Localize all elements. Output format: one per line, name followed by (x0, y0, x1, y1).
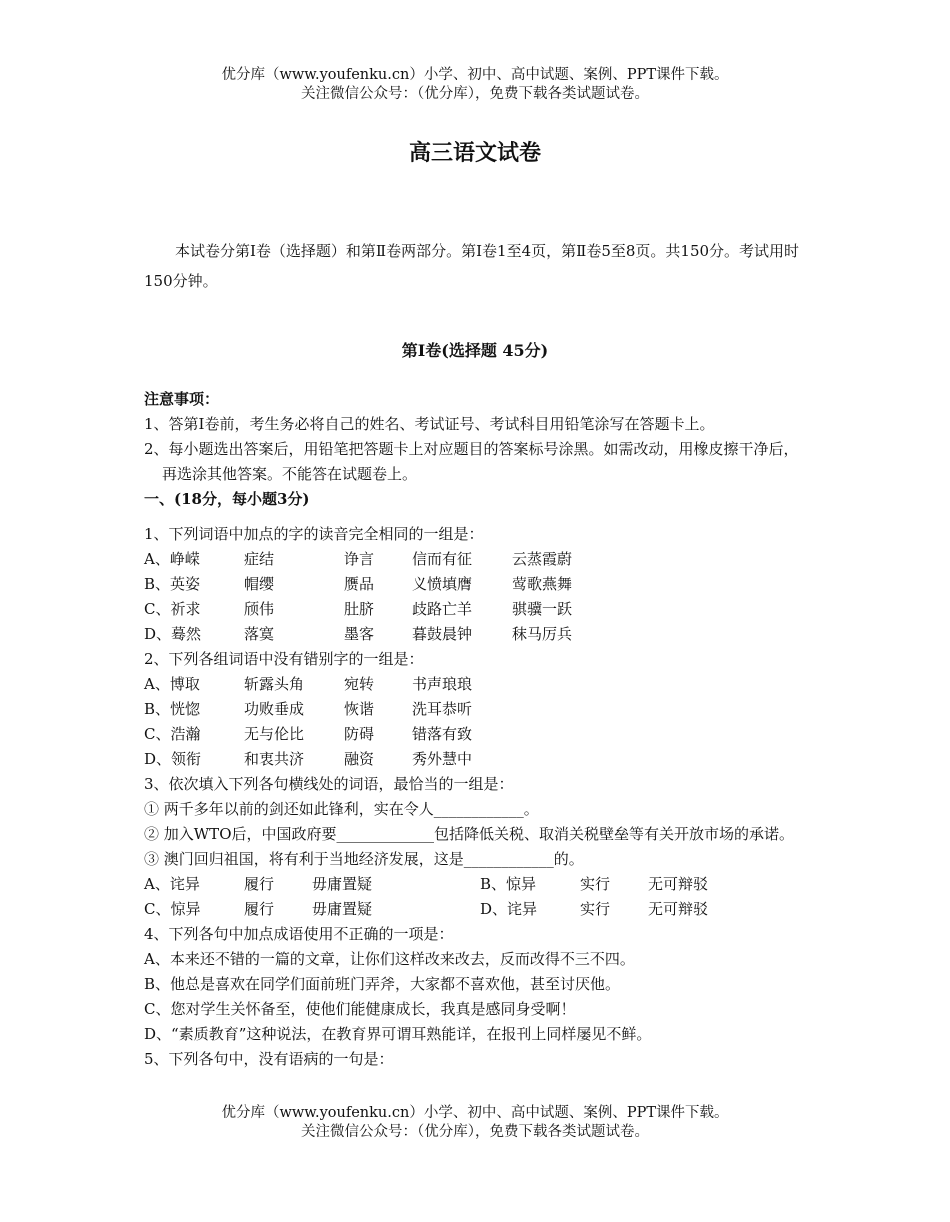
exam-content (144, 387, 808, 1072)
q1-a-w5: 云蒸霞蔚 (512, 550, 573, 568)
q3-choice-a-w3: 毋庸置疑 (312, 875, 373, 893)
q3-choice-b-w3: 无可辩驳 (648, 875, 709, 893)
notes-heading: 注意事项： (144, 390, 220, 408)
q4-option-b: B、他总是喜欢在同学们面前班门弄斧，大家都不喜欢他，甚至讨厌他。 (144, 975, 621, 993)
question-3-stem: 3、依次填入下列各句横线处的词语，最恰当的一组是： (144, 775, 514, 793)
q2-option-a (144, 672, 808, 697)
q2-d-w2: 和衷共济 (244, 750, 305, 768)
q2-option-b (144, 697, 808, 722)
q1-b-w2: 帽缨 (244, 575, 275, 593)
q3-choice-d-w2: 实行 (580, 900, 611, 918)
header-line-1: 优分库（www.youfenku.cn）小学、初中、高中试题、案例、PPT课件下载。 (221, 67, 729, 83)
q3-choice-d-w1: D、诧异 (480, 900, 538, 918)
q3-choices-cd (144, 897, 808, 922)
q2-b-w2: 功败垂成 (244, 700, 305, 718)
q2-c-w3: 防碍 (344, 725, 375, 743)
q2-a-w3: 宛转 (344, 675, 375, 693)
q3-sentence-1: ① 两千多年以前的剑还如此锋利，实在令人____________。 (144, 800, 539, 818)
q1-c-w5: 骐骥一跃 (512, 600, 573, 618)
q3-choice-b-w2: 实行 (580, 875, 611, 893)
question-1-stem: 1、下列词语中加点的字的读音完全相同的一组是： (144, 525, 484, 543)
q1-b-w1: B、英姿 (144, 575, 201, 593)
q2-a-w4: 书声琅琅 (412, 675, 473, 693)
q1-d-w4: 暮鼓晨钟 (412, 625, 473, 643)
q1-option-a (144, 547, 808, 572)
q2-d-w3: 融资 (344, 750, 375, 768)
q1-option-d (144, 622, 808, 647)
q3-sentence-2: ② 加入WTO后，中国政府要_____________包括降低关税、取消关税壁垒等有关开放市场的承诺。 (144, 825, 794, 843)
q2-d-w4: 秀外慧中 (412, 750, 473, 768)
q2-option-c (144, 722, 808, 747)
header-line-2: 关注微信公众号：（优分库），免费下载各类试题试卷。 (301, 86, 649, 102)
q1-b-w4: 义愤填膺 (412, 575, 473, 593)
q3-choice-a-w1: A、诧异 (144, 875, 200, 893)
note-item-1: 1、答第Ⅰ卷前，考生务必将自己的姓名、考试证号、考试科目用铅笔涂写在答题卡上。 (144, 415, 715, 433)
q1-c-w1: C、祈求 (144, 600, 201, 618)
q1-c-w2: 颀伟 (244, 600, 275, 618)
q3-choice-b-w1: B、惊异 (480, 875, 537, 893)
question-4-stem: 4、下列各句中加点成语使用不正确的一项是： (144, 925, 454, 943)
note-item-2: 2、每小题选出答案后，用铅笔把答题卡上对应题目的答案标号涂黑。如需改动，用橡皮擦干净后，再选涂其他答案。不能答在试题卷上。 (144, 440, 799, 483)
q3-choice-c-w2: 履行 (244, 900, 275, 918)
q3-choices-ab (144, 872, 808, 897)
q1-d-w5: 秣马厉兵 (512, 625, 573, 643)
question-5-stem: 5、下列各句中，没有语病的一句是： (144, 1050, 394, 1068)
q1-b-w3: 赝品 (344, 575, 375, 593)
q4-option-d: D、“素质教育”这种说法，在教育界可谓耳熟能详，在报刊上同样屡见不鲜。 (144, 1025, 652, 1043)
q1-option-b (144, 572, 808, 597)
q1-a-w4: 信而有征 (412, 550, 473, 568)
q2-d-w1: D、领衔 (144, 750, 202, 768)
q3-choice-a-w2: 履行 (244, 875, 275, 893)
section-heading: 第Ⅰ卷(选择题 45分) (401, 341, 549, 360)
q2-b-w1: B、恍惚 (144, 700, 201, 718)
q2-b-w3: 恢谐 (344, 700, 375, 718)
q4-option-a: A、本来还不错的一篇的文章，让你们这样改来改去，反而改得不三不四。 (144, 950, 635, 968)
q1-a-w2: 症结 (244, 550, 275, 568)
page-header (0, 66, 950, 104)
q2-option-d (144, 747, 808, 772)
q3-sentence-3: ③ 澳门回归祖国，将有利于当地经济发展，这是____________的。 (144, 850, 584, 868)
q2-a-w2: 斩露头角 (244, 675, 305, 693)
q3-choice-c-w1: C、惊异 (144, 900, 201, 918)
q1-a-w3: 诤言 (344, 550, 375, 568)
footer-line-1: 优分库（www.youfenku.cn）小学、初中、高中试题、案例、PPT课件下载。 (221, 1105, 729, 1121)
page-title: 高三语文试卷 (408, 140, 541, 166)
question-2-stem: 2、下列各组词语中没有错别字的一组是： (144, 650, 424, 668)
q2-b-w4: 洗耳恭听 (412, 700, 473, 718)
part-heading: 一、(18分，每小题3分) (144, 490, 310, 508)
q2-c-w2: 无与伦比 (244, 725, 305, 743)
q1-c-w4: 歧路亡羊 (412, 600, 473, 618)
q1-c-w3: 肚脐 (344, 600, 375, 618)
q2-c-w4: 错落有致 (412, 725, 473, 743)
q1-d-w3: 墨客 (344, 625, 375, 643)
q1-d-w2: 落寞 (244, 625, 275, 643)
q1-b-w5: 莺歌燕舞 (512, 575, 573, 593)
q3-choice-d-w3: 无可辩驳 (648, 900, 709, 918)
q1-d-w1: D、蓦然 (144, 625, 202, 643)
q1-a-w1: A、峥嵘 (144, 550, 200, 568)
intro-paragraph: 本试卷分第Ⅰ卷（选择题）和第Ⅱ卷两部分。第Ⅰ卷1至4页，第Ⅱ卷5至8页。共150分。考试用时150分钟。 (144, 242, 800, 290)
page-footer (0, 1104, 950, 1142)
q2-c-w1: C、浩瀚 (144, 725, 201, 743)
q2-a-w1: A、博取 (144, 675, 200, 693)
q1-option-c (144, 597, 808, 622)
footer-line-2: 关注微信公众号：（优分库），免费下载各类试题试卷。 (301, 1124, 649, 1140)
q4-option-c: C、您对学生关怀备至，使他们能健康成长，我真是感同身受啊！ (144, 1000, 576, 1018)
q3-choice-c-w3: 毋庸置疑 (312, 900, 373, 918)
